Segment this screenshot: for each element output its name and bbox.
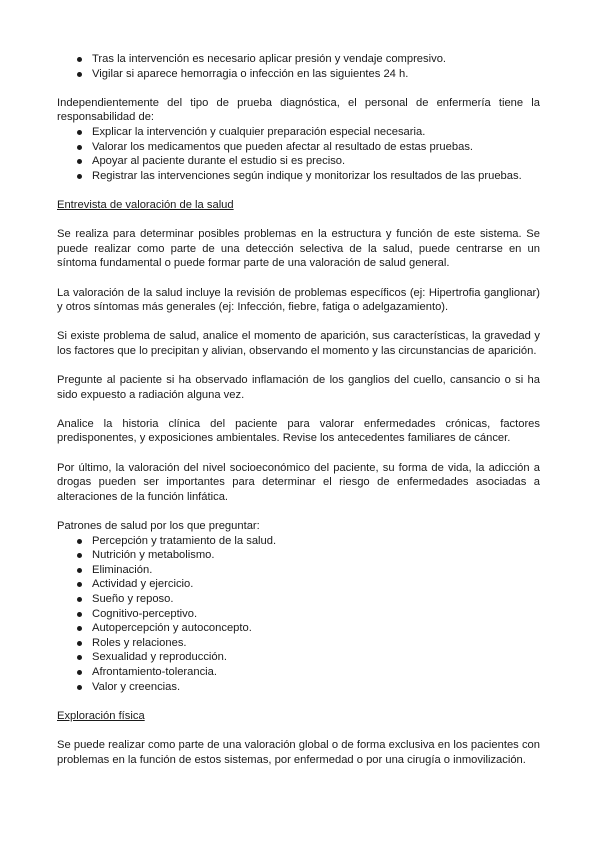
list-item: Apoyar al paciente durante el estudio si es preciso. (57, 154, 540, 169)
list-item: Sexualidad y reproducción. (57, 650, 540, 665)
nursing-intro: Independientemente del tipo de prueba diagnóstica, el personal de enfermería tiene la responsabilidad de: (57, 96, 540, 124)
list-item: Vigilar si aparece hemorragia o infección en las siguientes 24 h. (57, 67, 540, 82)
list-item: Nutrición y metabolismo. (57, 548, 540, 563)
list-item: Roles y relaciones. (57, 636, 540, 651)
paragraph: Se puede realizar como parte de una valoración global o de forma exclusiva en los pacientes con problemas en la función de estos sistemas, por enfermedad o por una cirugía o inmovilización. (57, 738, 540, 766)
nursing-bullet-list (57, 125, 540, 183)
paragraph: Analice la historia clínica del paciente para valorar enfermedades crónicas, factores predisponentes, y exposiciones ambientales. Revise los antecedentes familiares de cáncer. (57, 417, 540, 445)
list-item: Cognitivo-perceptivo. (57, 607, 540, 622)
list-item: Percepción y tratamiento de la salud. (57, 534, 540, 549)
paragraph: La valoración de la salud incluye la revisión de problemas específicos (ej: Hipertrofia ganglionar) y otros síntomas más generales (ej: Infección, fiebre, fatiga o adelgazamiento). (57, 286, 540, 314)
patterns-intro: Patrones de salud por los que preguntar: (57, 520, 260, 532)
list-item: Actividad y ejercicio. (57, 577, 540, 592)
paragraph: Por último, la valoración del nivel socioeconómico del paciente, su forma de vida, la adicción a drogas pueden ser importantes para determinar el riesgo de enfermedades asociadas a alteraciones de la función linfática. (57, 461, 540, 503)
list-item: Tras la intervención es necesario aplicar presión y vendaje compresivo. (57, 52, 540, 67)
section-heading-interview: Entrevista de valoración de la salud (57, 198, 234, 211)
top-bullet-list (57, 52, 540, 81)
list-item: Afrontamiento-tolerancia. (57, 665, 540, 680)
list-item: Sueño y reposo. (57, 592, 540, 607)
section-heading-exploration: Exploración física (57, 709, 145, 722)
list-item: Explicar la intervención y cualquier preparación especial necesaria. (57, 125, 540, 140)
list-item: Eliminación. (57, 563, 540, 578)
list-item: Valorar los medicamentos que pueden afectar al resultado de estas pruebas. (57, 140, 540, 155)
list-item: Valor y creencias. (57, 680, 540, 695)
paragraph: Pregunte al paciente si ha observado inflamación de los ganglios del cuello, cansancio o si ha sido expuesto a radiación alguna vez. (57, 374, 540, 401)
patterns-bullet-list (57, 534, 540, 695)
document-page (57, 52, 540, 767)
paragraph: Si existe problema de salud, analice el momento de aparición, sus características, la gravedad y los factores que lo precipitan y alivian, observando el momento y las circunstancias de aparición. (57, 330, 540, 357)
list-item: Autopercepción y autoconcepto. (57, 621, 540, 636)
paragraph: Se realiza para determinar posibles problemas en la estructura y función de este sistema. Se puede realizar como parte de una detección selectiva de la salud, puede centrarse en un síntoma fundamental o puede formar parte de una valoración de salud general. (57, 228, 540, 270)
list-item: Registrar las intervenciones según indique y monitorizar los resultados de las pruebas. (57, 169, 540, 184)
